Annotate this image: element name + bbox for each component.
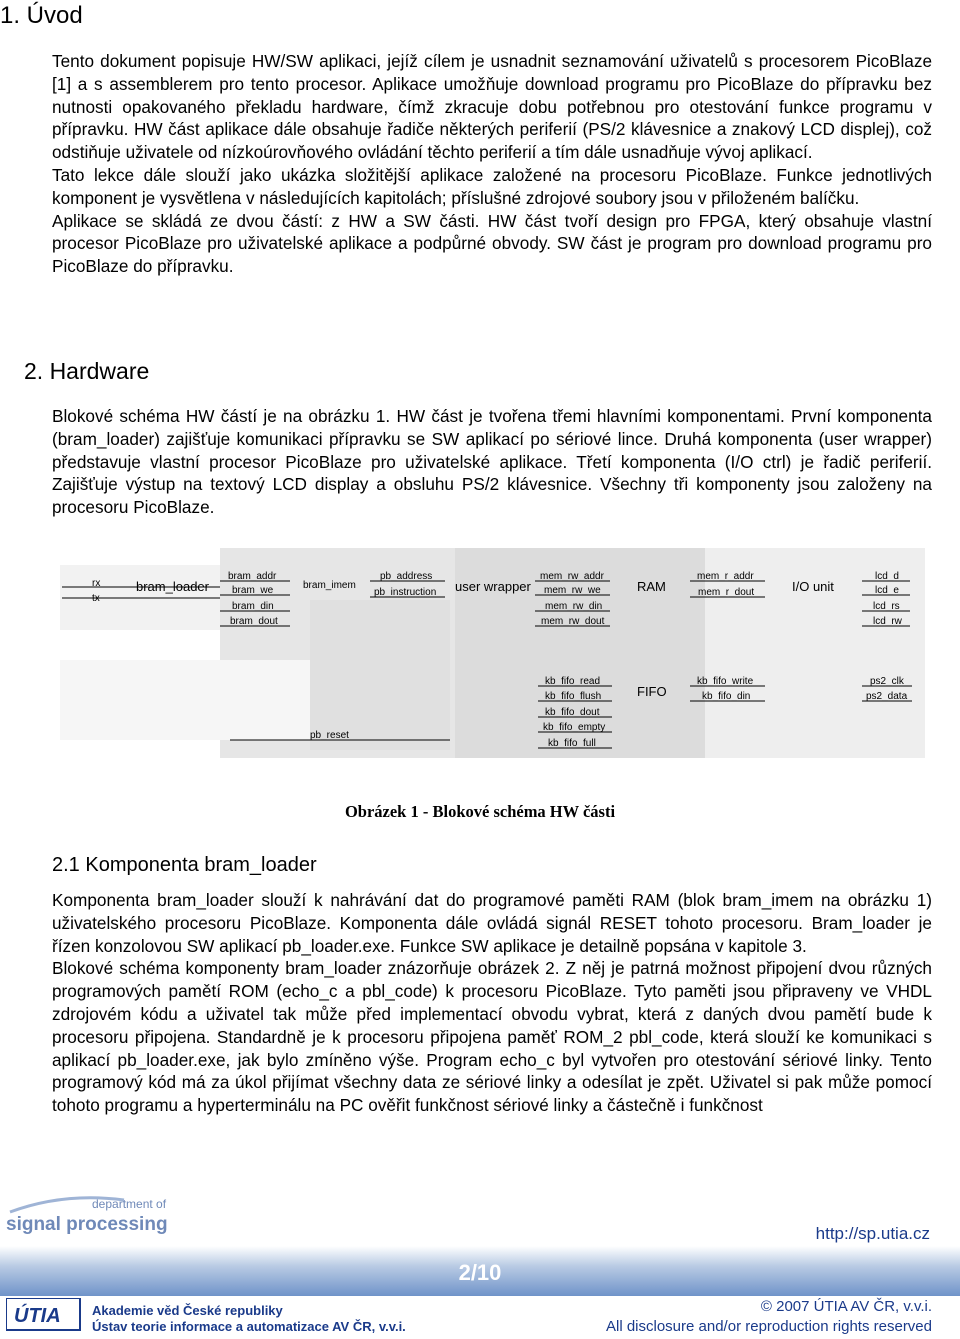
bram-loader-text bbox=[52, 889, 932, 1117]
intro-paragraph-1: Tento dokument popisuje HW/SW aplikaci, jejíž cílem je usnadnit seznamování uživatelů s procesorem PicoBlaze [1] a s assemblerem pro tento procesor. Aplikace umožňuje download programu pro PicoBlaze do přípravku bez nutnosti opakovaného překladu hardware, čímž zkracuje dobu potřebnou pro otestování funkce programu v přípravku. HW část aplikace dále obsahuje řadiče některých periferií (PS/2 klávesnice a znakový LCD displej), což odstiňuje uživatele od nízkoúrovňového ovládání těchto periferií a tím dále usnadňuje vývoj aplikací. bbox=[52, 51, 932, 163]
signal-tx: tx bbox=[92, 593, 100, 604]
akademie-text: Akademie věd České republiky bbox=[92, 1303, 283, 1318]
logo-department-text: department of bbox=[92, 1197, 167, 1211]
signal-bram-addr: bram_addr bbox=[228, 571, 277, 582]
signal-mem-rw-dout: mem_rw_dout bbox=[541, 616, 605, 627]
panel-reset bbox=[310, 600, 450, 750]
intro-text bbox=[52, 50, 932, 278]
signal-lcd-e: lcd_e bbox=[875, 585, 899, 596]
signal-rx: rx bbox=[92, 578, 101, 589]
signal-kb-fifo-read: kb_fifo_read bbox=[545, 676, 601, 687]
signal-bram-dout: bram_dout bbox=[230, 616, 278, 627]
ustav-text: Ústav teorie informace a automatizace AV ČR, v.v.i. bbox=[92, 1319, 406, 1334]
block-bram-imem: bram_imem bbox=[303, 580, 356, 591]
bram-loader-paragraph-2: Blokové schéma komponenty bram_loader znázorňuje obrázek 2. Z něj je patrná možnost připojení dvou různých programových pamětí ROM (echo_c a pbl_code) k procesoru PicoBlaze. Tyto paměti jsou připraveny ve VHDL zdrojovém kódu a uživatel tak může před implementací obvodu vybrat, která z daných dvou pamětí bude k procesoru připojena. Standardně je k procesoru připojena paměť ROM_2 pbl_code, která slouží ke komunikaci s aplikací pb_loader.exe, jak bylo zmíněno výše. Program echo_c byl vytvořen pro otestování sériové linky. Tento programový kód má za úkol přijímat všechny data ze sériové linky a odesílat je zpět. Uživatel si pak může pomocí tohoto programu a hyperterminálu na PC ověřit funkčnost sériové linky a částečně i funkčnost bbox=[52, 958, 932, 1116]
signal-mem-r-dout: mem_r_dout bbox=[698, 587, 755, 598]
utia-logo-text: ÚTIA bbox=[14, 1305, 61, 1327]
signal-processing-logo bbox=[4, 1190, 214, 1240]
intro-paragraph-3: Aplikace se skládá ze dvou částí: z HW a SW části. HW část tvoří design pro FPGA, který obsahuje vlastní procesor PicoBlaze pro uživatelské aplikace a podpůrné obvody. SW část je program pro download programu pro PicoBlaze do přípravku. bbox=[52, 210, 932, 277]
signal-kb-fifo-write: kb_fifo_write bbox=[697, 676, 754, 687]
figure-caption: Obrázek 1 - Blokové schéma HW části bbox=[344, 802, 616, 821]
copyright-text: © 2007 ÚTIA AV ČR, v.v.i. bbox=[760, 1298, 932, 1315]
signal-kb-fifo-empty: kb_fifo_empty bbox=[543, 722, 606, 733]
section-title-bram-loader: 2.1 Komponenta bram_loader bbox=[52, 854, 317, 876]
signal-pb-address: pb_address bbox=[380, 571, 433, 582]
page-number: 2/10 bbox=[458, 1260, 502, 1285]
signal-pb-reset: pb_reset bbox=[310, 730, 349, 741]
rights-text: All disclosure and/or reproduction rights reserved bbox=[606, 1318, 932, 1335]
block-ram: RAM bbox=[637, 579, 666, 594]
page-footer bbox=[0, 1190, 960, 1339]
logo-signal-processing-text: signal processing bbox=[6, 1214, 168, 1235]
signal-pb-instruction: pb_instruction bbox=[374, 587, 437, 598]
hardware-text bbox=[52, 405, 932, 519]
signal-bram-din: bram_din bbox=[232, 601, 274, 612]
panel-bottom-left bbox=[60, 660, 315, 740]
signal-lcd-rs: lcd_rs bbox=[873, 601, 900, 612]
block-fifo: FIFO bbox=[637, 684, 667, 699]
signal-ps2-clk: ps2_clk bbox=[870, 676, 904, 687]
signal-kb-fifo-din: kb_fifo_din bbox=[702, 691, 751, 702]
bram-loader-paragraph-1: Komponenta bram_loader slouží k nahrávání dat do programové paměti RAM (blok bram_imem na obrázku 1) uživatelského procesoru PicoBlaze. Komponenta dále ovládá signál RESET tohoto procesoru. Bram_loader je řízen konzolovou SW aplikací pb_loader.exe. Funkce SW aplikace je detailně popsána v kapitole 3. bbox=[52, 890, 932, 956]
signal-bram-we: bram_we bbox=[232, 585, 274, 596]
utia-logo bbox=[6, 1298, 86, 1332]
hw-block-diagram bbox=[0, 540, 960, 800]
signal-mem-rw-din: mem_rw_din bbox=[545, 601, 603, 612]
signal-mem-r-addr: mem_r_addr bbox=[697, 571, 754, 582]
signal-mem-rw-we: mem_rw_we bbox=[544, 585, 601, 596]
intro-paragraph-2: Tato lekce dále slouží jako ukázka složitější aplikace založené na procesoru PicoBlaze. Funkce jednotlivých komponent je vysvětlena v následujících kapitolách; příslušné zdrojové soubory jsou v přiloženém balíčku. bbox=[52, 164, 932, 208]
section-title-hardware: 2. Hardware bbox=[24, 358, 150, 384]
block-bram-loader: bram_loader bbox=[136, 579, 209, 594]
signal-ps2-data: ps2_data bbox=[866, 691, 908, 702]
signal-lcd-d: lcd_d bbox=[875, 571, 899, 582]
block-user-wrapper: user wrapper bbox=[455, 579, 531, 594]
signal-kb-fifo-dout: kb_fifo_dout bbox=[545, 707, 600, 718]
signal-lcd-rw: lcd_rw bbox=[873, 616, 902, 627]
signal-mem-rw-addr: mem_rw_addr bbox=[540, 571, 604, 582]
section-title-intro: 1. Úvod bbox=[0, 2, 83, 29]
signal-kb-fifo-full: kb_fifo_full bbox=[548, 738, 596, 749]
hardware-paragraph-1: Blokové schéma HW částí je na obrázku 1. HW část je tvořena třemi hlavními komponentami. První komponenta (bram_loader) zajišťuje komunikaci přípravku se SW aplikací po sériové lince. Druhá komponenta (user wrapper) představuje vlastní procesor PicoBlaze pro uživatelské aplikace. Třetí komponenta (I/O ctrl) je řadič periferií. Zajišťuje výstup na textový LCD display a obsluhu PS/2 klávesnice. Všechny tři komponenty jsou založeny na procesoru PicoBlaze. bbox=[52, 406, 932, 518]
signal-kb-fifo-flush: kb_fifo_flush bbox=[545, 691, 602, 702]
footer-url-link[interactable]: http://sp.utia.cz bbox=[815, 1224, 930, 1243]
block-io-unit: I/O unit bbox=[792, 579, 834, 594]
